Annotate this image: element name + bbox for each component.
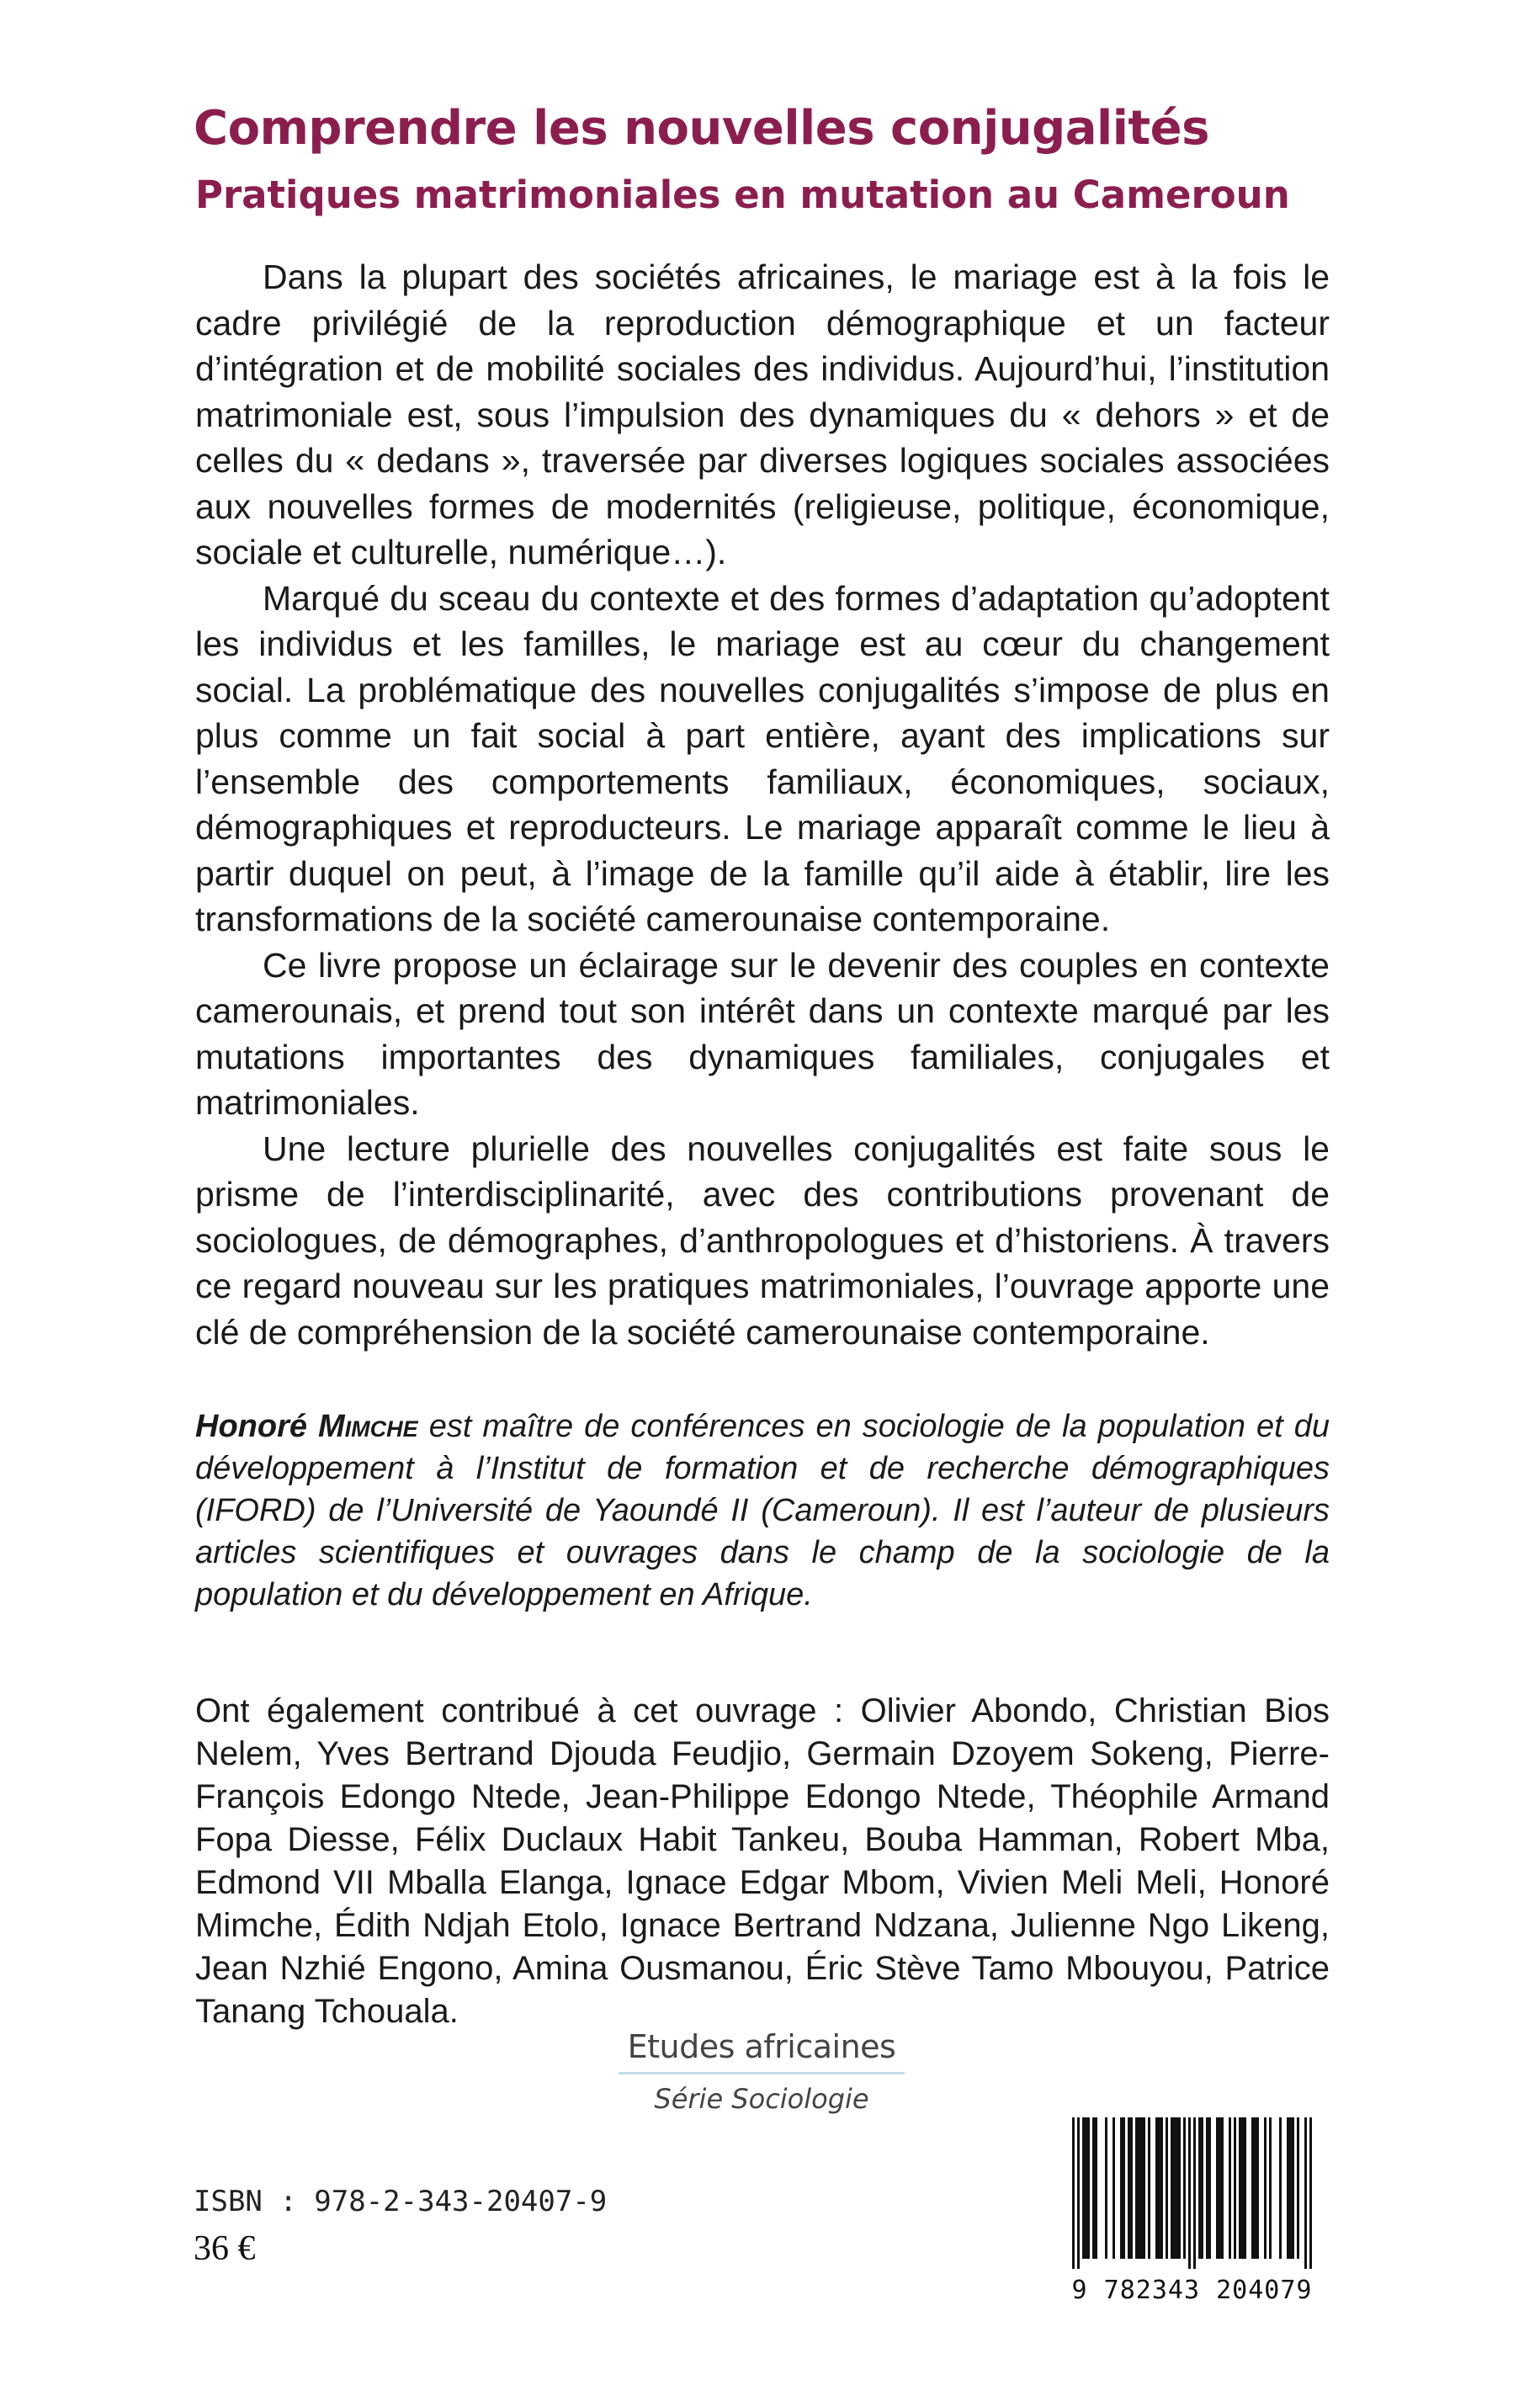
barcode-bar [1188,2117,1191,2269]
back-cover-summary [195,254,1330,1355]
barcode-bar [1148,2117,1150,2259]
price: 36 € [194,2229,256,2268]
barcode-bar [1229,2117,1231,2259]
barcode-bar [1279,2117,1282,2259]
barcode-bar [1178,2117,1181,2259]
barcode-bar [1140,2117,1143,2259]
author-bio-text: est maître de conférences en sociologie de la population et du développement à l’Institut de formation et de recherche démographiques (IFORD) de l’Université de Yaoundé II (Cameroun). Il est l’auteur de plusieurs articles scientifiques et ouvrages dans le champ de la sociologie de la population et du développement en Afrique. [195,1409,1330,1612]
barcode-bar [1138,2117,1140,2259]
barcode-bar [1128,2117,1130,2259]
summary-paragraph-1: Dans la plupart des sociétés africaines, le mariage est à la fois le cadre privilégié de la reproduction démographique et un facteur d’intégration et de mobilité sociales des individus. Aujourd’hui, l’institution matrimoniale est, sous l’impulsion des dynamiques du « dehors » et de celles du « dedans », traversée par diverses logiques sociales associées aux nouvelles formes de modernités (religieuse, politique, économique, sociale et culturelle, numérique…). [195,258,1330,571]
barcode-bar [1251,2117,1254,2259]
author-name [195,1409,418,1444]
author-first-name: Honoré [195,1409,307,1444]
barcode-bar [1183,2117,1186,2259]
barcode-bar [1085,2117,1087,2259]
barcode [1056,2111,1328,2311]
barcode-bar [1077,2117,1080,2269]
barcode-bar [1113,2117,1115,2259]
barcode-bar [1264,2117,1267,2259]
barcode-bar [1135,2117,1138,2259]
isbn: ISBN : 978-2-343-20407-9 [194,2185,608,2218]
barcode-bar [1176,2117,1178,2259]
barcode-bar [1201,2117,1203,2259]
barcode-bar [1292,2117,1294,2259]
barcode-bar [1120,2117,1123,2259]
barcode-bar [1095,2117,1097,2259]
barcode-bar [1256,2117,1259,2259]
barcode-bar [1082,2117,1085,2259]
barcode-bar [1173,2117,1176,2259]
barcode-bar [1219,2117,1221,2259]
barcode-bar [1241,2117,1244,2259]
author-last-name: Mimche [318,1409,418,1444]
barcode-bar [1216,2117,1219,2259]
barcode-bar [1239,2117,1241,2259]
collection-divider [619,2072,905,2074]
author-bio [195,1405,1330,1616]
barcode-bar [1297,2117,1299,2259]
summary-paragraph-3: Ce livre propose un éclairage sur le devenir des couples en contexte camerounais, et prend tout son intérêt dans un contexte marqué par les mutations importantes des dynamiques familiales, conjugales et matrimoniales. [195,945,1330,1122]
barcode-bar [1221,2117,1224,2259]
collection-logo [619,2028,905,2115]
barcode-bar [1171,2117,1173,2259]
barcode-bar [1254,2117,1256,2259]
barcode-bar [1166,2117,1168,2259]
barcode-bar [1105,2117,1107,2259]
barcode-bar [1244,2117,1246,2259]
collection-series: Série Sociologie [654,2083,869,2115]
barcode-bars [1056,2111,1328,2271]
barcode-bar [1206,2117,1208,2259]
barcode-bar [1234,2117,1236,2259]
summary-paragraph-4: Une lecture plurielle des nouvelles conjugalités est faite sous le prisme de l’interdisciplinarité, avec des contributions provenant de sociologues, de démographes, d’anthropologues et d’historiens. À travers ce regard nouveau sur les pratiques matrimoniales, l’ouvrage apporte une clé de compréhension de la société camerounaise contemporaine. [195,1129,1330,1352]
barcode-bar [1092,2117,1095,2259]
book-subtitle: Pratiques matrimoniales en mutation au Cameroun [195,173,1290,217]
barcode-bar [1309,2117,1312,2269]
barcode-bar [1304,2117,1307,2269]
barcode-bar [1289,2117,1292,2259]
barcode-bar [1193,2117,1196,2269]
collection-name: Etudes africaines [627,2028,896,2065]
barcode-bar [1155,2117,1158,2259]
barcode-bar [1269,2117,1272,2259]
barcode-bar [1130,2117,1133,2259]
barcode-bar [1287,2117,1289,2259]
contributors-list: Ont également contribué à cet ouvrage : Olivier Abondo, Christian Bios Nelem, Yves Bertrand Djouda Feudjio, Germain Dzoyem Sokeng, Pierre-François Edongo Ntede, Jean-Philippe Edongo Ntede, Théophile Armand Fopa Diesse, Félix Duclaux Habit Tankeu, Bouba Hamman, Robert Mba, Edmond VII Mballa Elanga, Ignace Edgar Mbom, Vivien Meli Meli, Honoré Mimche, Édith Ndjah Etolo, Ignace Bertrand Ndzana, Julienne Ngo Likeng, Jean Nzhié Engono, Amina Ousmanou, Éric Stève Tamo Mbouyou, Patrice Tanang Tchouala. [195,1692,1330,2030]
barcode-bar [1158,2117,1160,2259]
summary-paragraph-2: Marqué du sceau du contexte et des formes d’adaptation qu’adoptent les individus et les familles, le mariage est au cœur du changement social. La problématique des nouvelles conjugalités s’impose de plus en plus comme un fait social à part entière, ayant des implications sur l’ensemble des comportements familiaux, économiques, sociaux, démographiques et reproducteurs. Le mariage apparaît comme le lieu à partir duquel on peut, à l’image de la famille qu’il aide à établir, lire les transformations de la société camerounaise contemporaine. [195,578,1330,938]
book-title: Comprendre les nouvelles conjugalités [194,101,1209,156]
barcode-bar [1160,2117,1163,2259]
barcode-bar [1123,2117,1125,2259]
barcode-bar [1072,2117,1075,2269]
barcode-digits: 9 782343 204079 [1071,2276,1313,2305]
barcode-bar [1143,2117,1145,2259]
barcode-bar [1087,2117,1090,2259]
barcode-bar [1198,2117,1201,2259]
barcode-bar [1208,2117,1211,2259]
